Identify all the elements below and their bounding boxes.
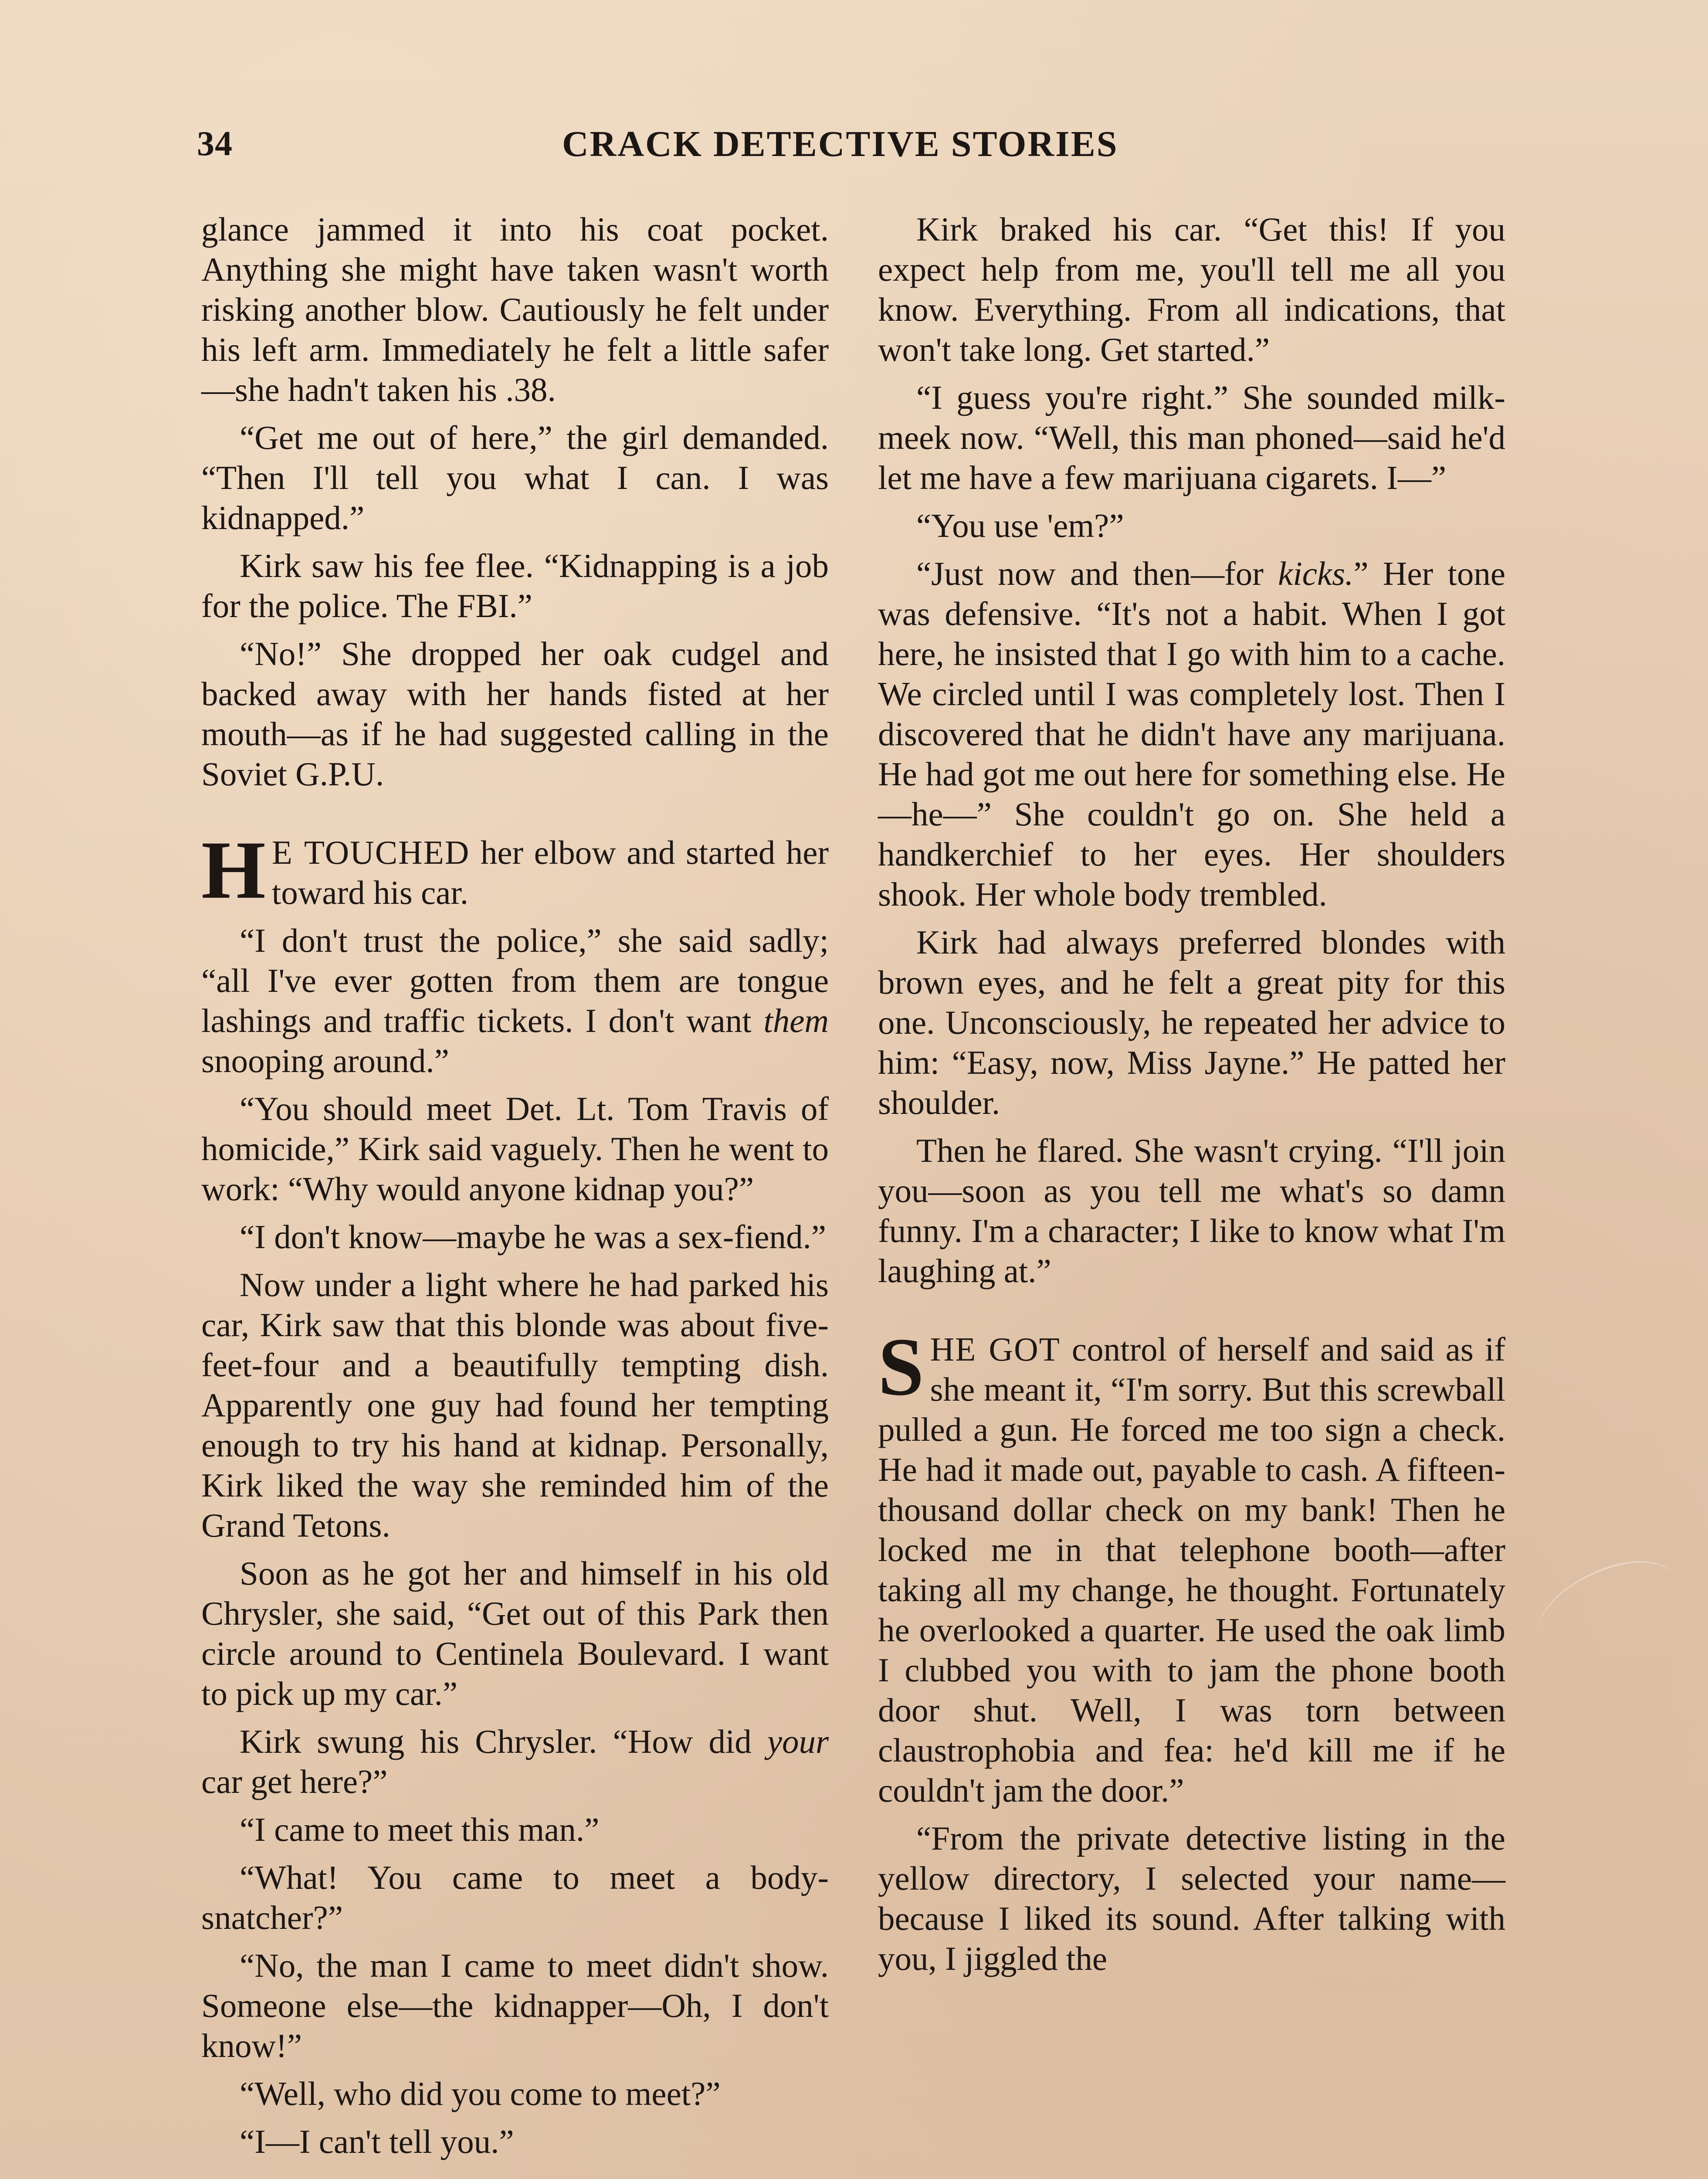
lead-in: E TOUCHED xyxy=(271,834,470,871)
paragraph: Kirk saw his fee flee. “Kidnapping is a job for the police. The FBI.” xyxy=(201,547,829,625)
paragraph-text: snooping around.” xyxy=(201,1042,449,1079)
paragraph: “I don't know—maybe he was a sex-fiend.” xyxy=(240,1218,826,1256)
paragraph: “No, the man I came to meet didn't show. Someone else—the kidnapper—Oh, I don't know!” xyxy=(201,1947,829,2064)
emphasis: your xyxy=(767,1723,829,1760)
paragraph xyxy=(878,1321,1505,1810)
paper-crease xyxy=(1525,1548,1691,1670)
section-break xyxy=(878,1299,1505,1329)
section-break xyxy=(201,802,829,832)
paragraph: Kirk braked his car. “Get this! If you expect help from me, you'll tell me all you know. Everything. From all indications, that won't take long. Get started.” xyxy=(878,210,1505,368)
paragraph-text: her elbow and started her toward his car. xyxy=(271,834,829,911)
drop-cap: S xyxy=(878,1321,924,1413)
right-column xyxy=(878,209,1505,1986)
paragraph: “I—I can't tell you.” xyxy=(240,2123,514,2160)
paragraph: Kirk had always preferred blondes with brown eyes, and he felt a great pity for this one. Unconsciously, he repeated her advice to him: “Easy, now, Miss Jayne.” He patted her shoulder. xyxy=(878,923,1505,1121)
paragraph-text: ” Her tone was defensive. “It's not a habit. When I got here, he insisted that I go with him to a cache. We circled until I was completely lost. Then I discovered that he didn't have any marijuana. He had got me out here for something else. He—he—” She couldn't go on. She held a handkerchief to her eyes. Her shoulders shook. Her whole body trembled. xyxy=(878,555,1505,913)
paragraph: “You use 'em?” xyxy=(916,507,1124,544)
paragraph: Soon as he got her and himself in his old Chrysler, she said, “Get out of this Park then circle around to Centinela Boulevard. I want to pick up my car.” xyxy=(201,1554,829,1712)
page-number: 34 xyxy=(197,125,233,163)
paragraph xyxy=(201,825,829,916)
running-head: CRACK DETECTIVE STORIES xyxy=(562,124,1118,164)
paragraph: “Well, who did you come to meet?” xyxy=(240,2075,721,2112)
emphasis: kicks. xyxy=(1278,555,1354,592)
paragraph xyxy=(201,920,829,1081)
paragraph: “You should meet Det. Lt. Tom Travis of homicide,” Kirk said vaguely. Then he went to work: “Why would anyone kidnap you?” xyxy=(201,1090,829,1208)
paragraph: “What! You came to meet a body-snatcher?” xyxy=(201,1859,829,1936)
paragraph-text: “Just now and then—for xyxy=(916,555,1278,592)
paragraph-text: control of herself and said as if she meant it, “I'm sorry. But this screwball pulled a gun. He forced me too sign a check. He had it made out, payable to cash. A fifteen-thousand dollar check on my bank! Then he locked me in that telephone booth—after taking all my change, he thought. Fortunately he overlooked a quarter. He used the oak limb I clubbed you with to jam the phone booth door shut. Well, I was torn between claustrophobia and fea: he'd kill me if he couldn't jam the door.” xyxy=(878,1330,1505,1809)
paragraph: “No!” She dropped her oak cudgel and backed away with her hands fisted at her mouth—as if he had suggested calling in the Soviet G.P.U. xyxy=(201,635,829,793)
emphasis: them xyxy=(763,1002,829,1039)
paragraph-text: car get here?” xyxy=(201,1763,388,1800)
paragraph: glance jammed it into his coat pocket. Anything she might have taken wasn't worth risking another blow. Cautiously he felt under his left arm. Immediately he felt a little safer—she hadn't taken his .38. xyxy=(201,210,829,408)
paragraph-text: “I don't trust the police,” she said sadly; “all I've ever gotten from them are tongue lashings and traffic tickets. I don't want xyxy=(201,922,829,1039)
lead-in: HE GOT xyxy=(930,1330,1061,1368)
left-column xyxy=(201,209,829,2169)
paragraph-text: Kirk swung his Chrysler. “How did xyxy=(240,1723,767,1760)
paragraph: Now under a light where he had parked his car, Kirk saw that this blonde was about five-feet-four and a beautifully tempting dish. Apparently one guy had found her tempting enough to try his hand at kidnap. Personally, Kirk liked the way she reminded him of the Grand Tetons. xyxy=(201,1266,829,1544)
paragraph: “I came to meet this man.” xyxy=(240,1811,600,1848)
paragraph: Then he flared. She wasn't crying. “I'll join you—soon as you tell me what's so damn funny. I'm a character; I like to know what I'm laughing at.” xyxy=(878,1132,1505,1290)
paragraph xyxy=(878,553,1505,914)
paragraph: “Get me out of here,” the girl demanded. “Then I'll tell you what I can. I was kidnapped.” xyxy=(201,419,829,536)
paragraph: “From the private detective listing in the yellow directory, I selected your name—because I liked its sound. After talking with you, I jiggled the xyxy=(878,1819,1505,1977)
drop-cap: H xyxy=(201,825,266,916)
paragraph: “I guess you're right.” She sounded milk-meek now. “Well, this man phoned—said he'd let me have a few marijuana cigarets. I—” xyxy=(878,379,1505,496)
paragraph xyxy=(201,1721,829,1802)
